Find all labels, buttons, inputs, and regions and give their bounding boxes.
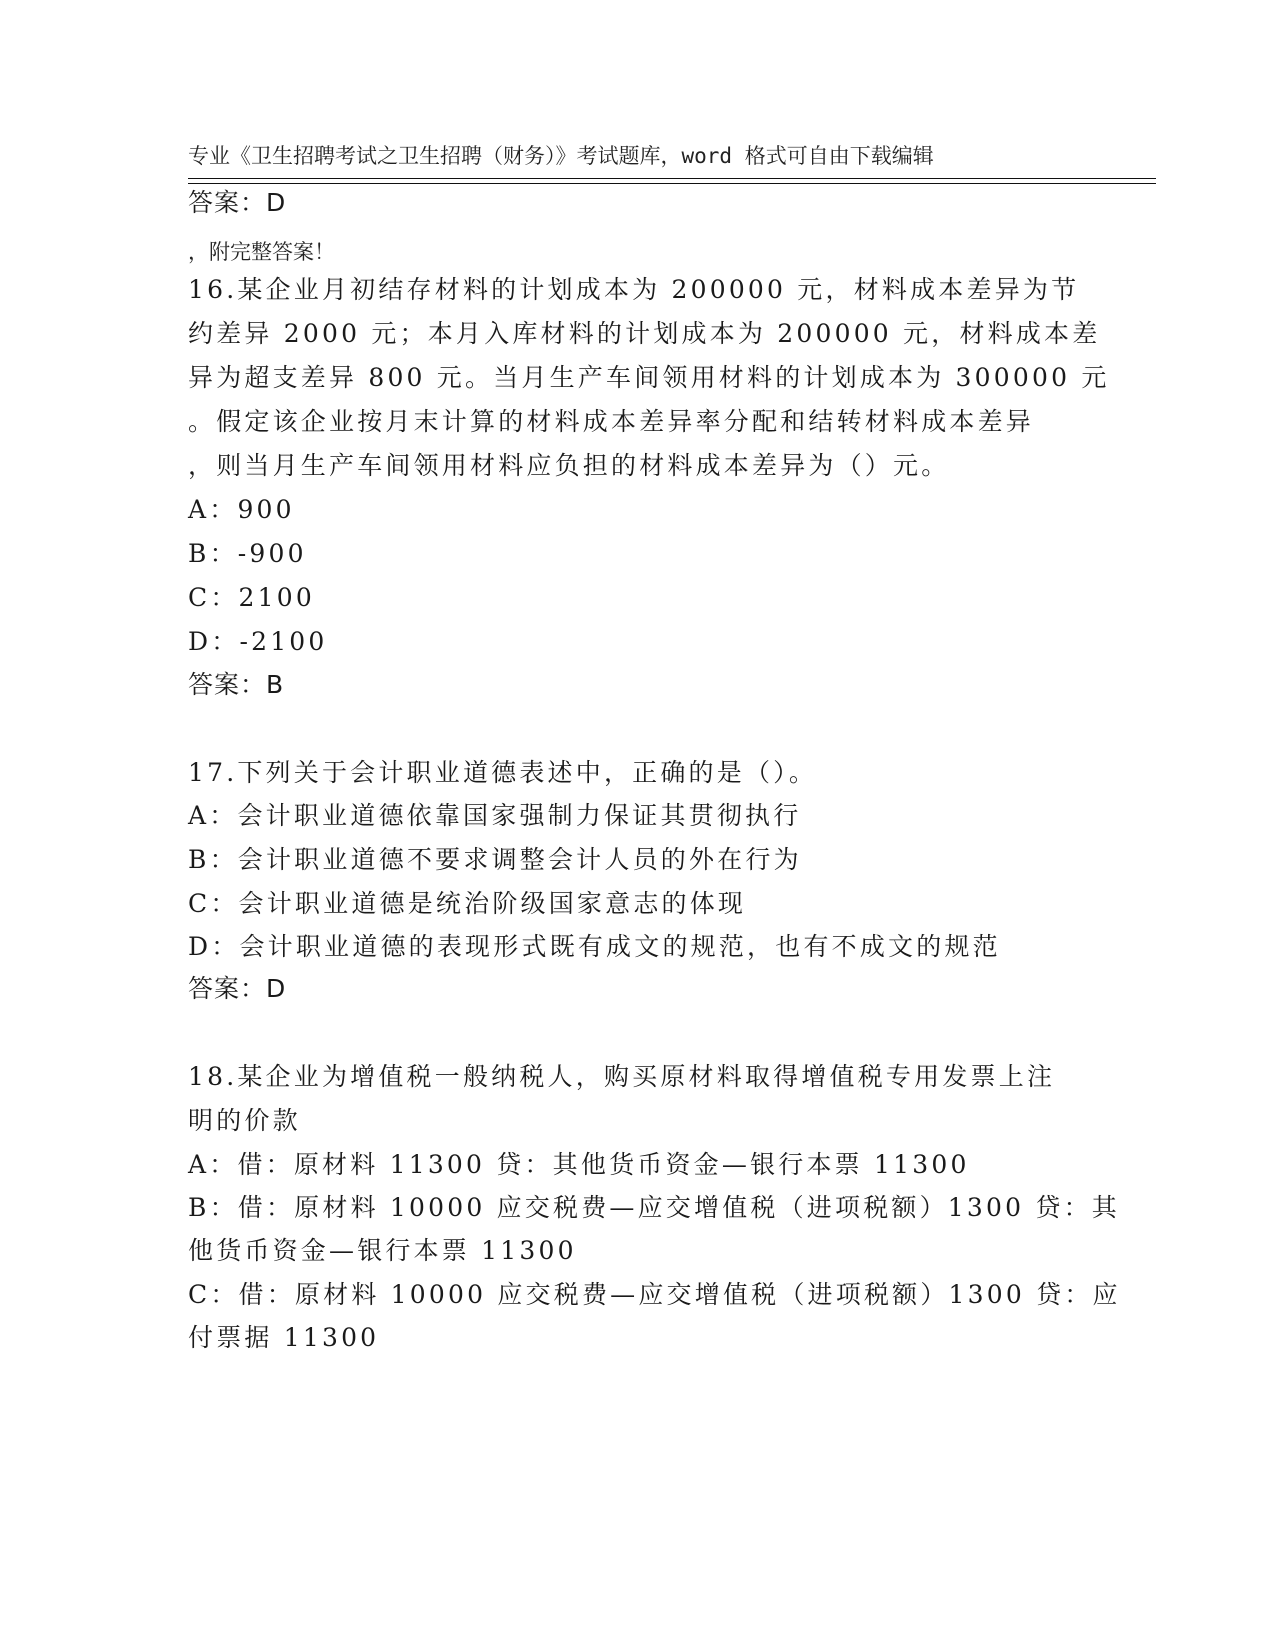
q16-answer: 答案：B [188,670,285,699]
q17-option-a: A：会计职业道德依靠国家强制力保证其贯彻执行 [188,801,802,830]
q18-option-b-line-1: B：借：原材料 10000 应交税费—应交增值税（进项税额）1300 贷：其 [188,1193,1120,1222]
q18-option-c-line-2: 付票据 11300 [188,1323,380,1352]
q17-stem-line-1: 17.下列关于会计职业道德表述中，正确的是（）。 [188,758,818,787]
q18-stem-line-1: 18.某企业为增值税一般纳税人，购买原材料取得增值税专用发票上注 [188,1062,1056,1091]
q16-stem-line-2: 约差异 2000 元；本月入库材料的计划成本为 200000 元，材料成本差 [188,319,1101,348]
q16-option-d: D：-2100 [188,627,328,656]
document-header [188,76,1088,300]
q16-stem-line-4: 。假定该企业按月末计算的材料成本差异率分配和结转材料成本差异 [188,407,1035,436]
q18-option-b-line-2: 他货币资金—银行本票 11300 [188,1236,577,1265]
q16-option-b: B：-900 [188,539,307,568]
q16-stem-line-3: 异为超支差异 800 元。当月生产车间领用材料的计划成本为 300000 元 [188,363,1110,392]
q17-answer: 答案：D [188,974,287,1003]
q16-option-c: C：2100 [188,583,315,612]
q17-option-b: B：会计职业道德不要求调整会计人员的外在行为 [188,845,802,874]
q18-stem-line-2: 明的价款 [188,1106,301,1135]
q16-stem-line-5: ，则当月生产车间领用材料应负担的材料成本差异为（）元。 [188,451,950,480]
q17-option-c: C：会计职业道德是统治阶级国家意志的体现 [188,889,747,918]
q18-option-a: A：借：原材料 11300 贷：其他货币资金—银行本票 11300 [188,1150,970,1179]
header-line-1: 专业《卫生招聘考试之卫生招聘（财务）》考试题库，word 格式可自由下载编辑 [188,144,934,168]
q16-option-a: A：900 [188,495,295,524]
q17-option-d: D：会计职业道德的表现形式既有成文的规范，也有不成文的规范 [188,932,1001,961]
header-divider-top [188,178,1156,179]
answer-15: 答案：D [188,188,287,217]
q18-option-c-line-1: C：借：原材料 10000 应交税费—应交增值税（进项税额）1300 贷：应 [188,1280,1121,1309]
q16-stem-line-1: 16.某企业月初结存材料的计划成本为 200000 元，材料成本差异为节 [188,275,1080,304]
header-line-2: ，附完整答案！ [188,240,335,264]
header-divider-bottom [188,183,1156,184]
